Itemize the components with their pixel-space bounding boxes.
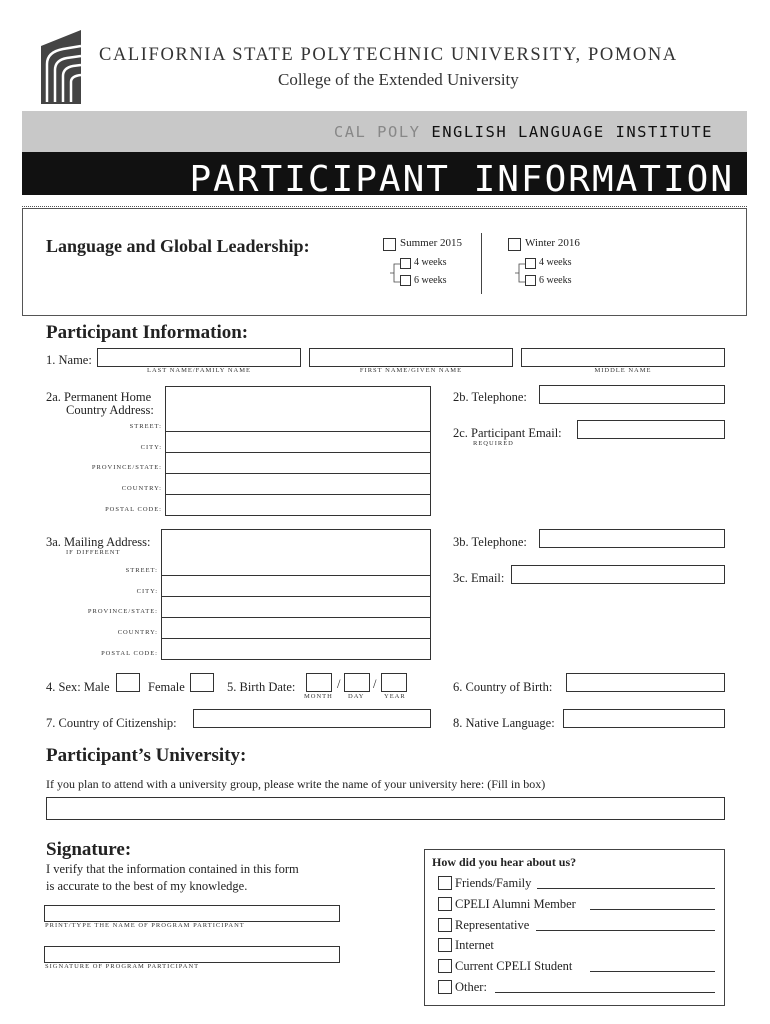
birth-day-field[interactable] [344,673,370,692]
first-name-caption: FIRST NAME/GIVEN NAME [359,367,463,374]
male-checkbox[interactable] [116,673,140,692]
mailing-street-field[interactable] [161,529,431,576]
mailing-city-caption: CITY: [136,588,158,595]
email-2c-label: 2c. Participant Email: [453,426,562,440]
university-section-title: Participant’s University: [46,745,247,766]
print-name-caption: PRINT/TYPE THE NAME OF PROGRAM PARTICIPANT [45,922,245,929]
month-caption: MONTH [304,693,333,700]
current-student-label: Current CPELI Student [455,959,573,973]
perm-province-field[interactable] [165,452,431,474]
signature-caption: SIGNATURE OF PROGRAM PARTICIPANT [45,963,200,970]
representative-line[interactable] [536,930,715,931]
summer-4weeks-checkbox[interactable] [400,258,411,269]
winter-checkbox[interactable] [508,238,521,251]
perm-street-caption: STREET: [129,423,162,430]
birth-slash-2: / [373,677,377,691]
female-label: Female [148,680,185,694]
representative-checkbox[interactable] [438,918,452,932]
year-caption: YEAR [384,693,406,700]
female-checkbox[interactable] [190,673,214,692]
native-language-field[interactable] [563,709,725,728]
internet-label: Internet [455,938,494,952]
friends-family-line[interactable] [537,888,715,889]
day-caption: DAY [348,693,365,700]
perm-city-caption: CITY: [140,444,162,451]
email-required-caption: REQUIRED [473,440,514,447]
winter-4weeks-checkbox[interactable] [525,258,536,269]
first-name-field[interactable] [309,348,513,367]
email-3c-label: 3c. Email: [453,571,505,585]
participant-section-title: Participant Information: [46,322,249,343]
alumni-checkbox[interactable] [438,897,452,911]
eli-text: ENGLISH LANGUAGE INSTITUTE [431,123,713,141]
country-birth-label: 6. Country of Birth: [453,680,553,694]
alumni-line[interactable] [590,909,715,910]
representative-label: Representative [455,918,530,932]
country-birth-field[interactable] [566,673,725,692]
mailing-province-caption: PROVINCE/STATE: [87,608,158,615]
other-checkbox[interactable] [438,980,452,994]
last-name-caption: LAST NAME/FAMILY NAME [146,367,251,374]
friends-family-label: Friends/Family [455,876,532,890]
birth-month-field[interactable] [306,673,332,692]
email-3c-field[interactable] [511,565,725,584]
telephone-2b-label: 2b. Telephone: [453,390,527,404]
perm-country-field[interactable] [165,473,431,495]
birth-date-label: 5. Birth Date: [227,680,296,694]
permanent-address-label-2: Country Address: [66,403,154,417]
email-2c-field[interactable] [577,420,725,439]
birth-year-field[interactable] [381,673,407,692]
university-instructions: If you plan to attend with a university group, please write the name of your university here: (Fill in box) [46,777,546,791]
winter-6weeks-label: 6 weeks [539,275,572,286]
university-name: CALIFORNIA STATE POLYTECHNIC UNIVERSITY, POMONA [99,45,678,65]
middle-name-caption: MIDDLE NAME [594,367,652,374]
perm-postal-field[interactable] [165,494,431,516]
alumni-label: CPELI Alumni Member [455,897,576,911]
if-different-caption: IF DIFFERENT [66,549,121,556]
name-label: 1. Name: [46,353,92,367]
sex-male-label: 4. Sex: Male [46,680,110,694]
native-language-label: 8. Native Language: [453,716,555,730]
print-name-field[interactable] [44,905,340,922]
winter-4weeks-label: 4 weeks [539,257,572,268]
other-label: Other: [455,980,487,994]
summer-label: Summer 2015 [400,237,463,249]
perm-postal-caption: POSTAL CODE: [105,506,162,513]
mailing-postal-caption: POSTAL CODE: [101,650,158,657]
summer-4weeks-label: 4 weeks [414,257,447,268]
current-student-line[interactable] [590,971,715,972]
permanent-address-label-1: 2a. Permanent Home [46,390,152,404]
university-name-field[interactable] [46,797,725,820]
program-divider [481,233,482,294]
birth-slash-1: / [337,677,341,691]
citizenship-field[interactable] [193,709,431,728]
telephone-3b-label: 3b. Telephone: [453,535,527,549]
summer-6weeks-checkbox[interactable] [400,275,411,286]
program-label: Language and Global Leadership: [46,236,310,256]
citizenship-label: 7. Country of Citizenship: [46,716,177,730]
perm-street-field[interactable] [165,386,431,432]
friends-family-checkbox[interactable] [438,876,452,890]
institute-banner-text [334,123,713,141]
perm-province-caption: PROVINCE/STATE: [91,464,162,471]
mailing-country-caption: COUNTRY: [117,629,158,636]
winter-6weeks-checkbox[interactable] [525,275,536,286]
mailing-street-caption: STREET: [125,567,158,574]
winter-label: Winter 2016 [525,237,580,249]
program-box [22,208,747,316]
mailing-postal-field[interactable] [161,638,431,660]
page-title: PARTICIPANT INFORMATION [189,159,734,200]
middle-name-field[interactable] [521,348,725,367]
summer-checkbox[interactable] [383,238,396,251]
last-name-field[interactable] [97,348,301,367]
perm-city-field[interactable] [165,431,431,453]
mailing-country-field[interactable] [161,617,431,639]
other-line[interactable] [495,992,715,993]
hear-about-title: How did you hear about us? [432,855,577,869]
title-underline [22,206,747,207]
mailing-city-field[interactable] [161,575,431,597]
summer-6weeks-label: 6 weeks [414,275,447,286]
mailing-province-field[interactable] [161,596,431,618]
signature-field[interactable] [44,946,340,963]
verify-line-2: is accurate to the best of my knowledge. [46,879,248,893]
telephone-2b-field[interactable] [539,385,725,404]
current-student-checkbox[interactable] [438,959,452,973]
perm-country-caption: COUNTRY: [121,485,162,492]
telephone-3b-field[interactable] [539,529,725,548]
college-name: College of the Extended University [278,70,519,89]
mailing-address-label: 3a. Mailing Address: [46,535,151,549]
university-logo [41,30,83,104]
signature-section-title: Signature: [46,839,132,860]
cal-poly-text: CAL POLY [333,123,421,141]
internet-checkbox[interactable] [438,938,452,952]
verify-line-1: I verify that the information contained in this form [46,862,299,876]
